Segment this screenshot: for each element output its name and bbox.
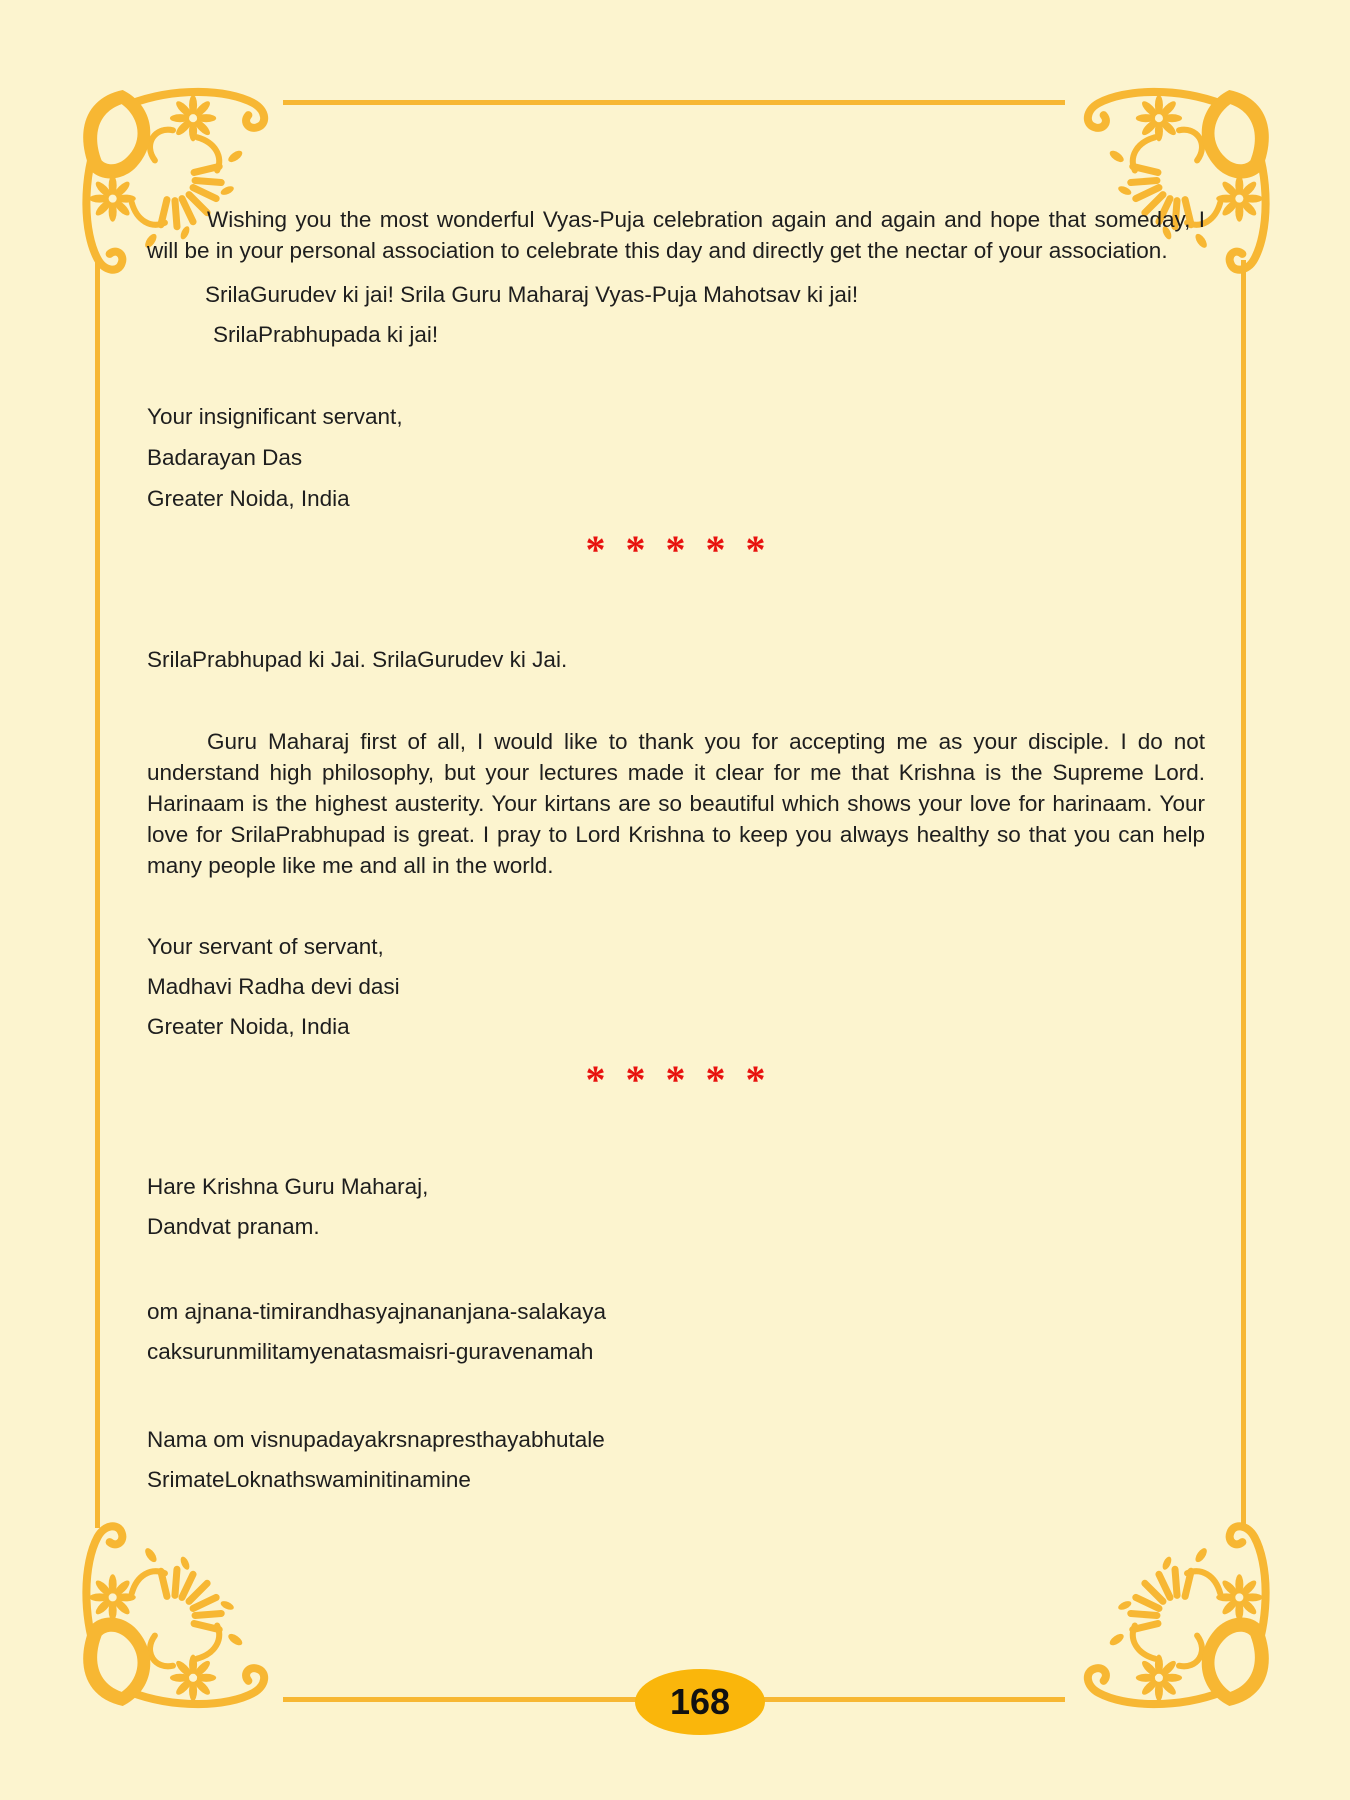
floral-corner-ornament-icon — [74, 1520, 286, 1716]
letter3-mantra1-line-1: om ajnana-timirandhasyajnananjana-salakaya — [147, 1299, 607, 1324]
letter2-salutation: SrilaPrabhupad ki Jai. SrilaGurudev ki Jai. — [147, 647, 568, 672]
letter3-mantra2-line-2: SrimateLoknathswaminitinamine — [147, 1467, 471, 1492]
floral-corner-ornament-icon — [1066, 1520, 1278, 1716]
letter2-signature: Madhavi Radha devi dasi — [147, 974, 400, 999]
letter1-jai-line-2: SrilaPrabhupada ki jai! — [213, 322, 439, 347]
asterisk-separator: * * * * * — [585, 1057, 767, 1102]
frame-line-top — [283, 100, 1065, 105]
letter2-location: Greater Noida, India — [147, 1014, 350, 1039]
page-number: 168 — [669, 1681, 731, 1722]
letter3-mantra1-line-2: caksurunmilitamyenatasmaisri-guravenamah — [147, 1339, 594, 1364]
frame-line-right — [1241, 260, 1246, 1528]
letter1-location: Greater Noida, India — [147, 486, 350, 511]
letter1-closing-paragraph: Wishing you the most wonderful Vyas-Puja celebration again and again and hope that someday, I will be in your personal association to celebrate this day and directly get the nectar of your association. — [147, 207, 1205, 263]
letter3-salutation-line-2: Dandvat pranam. — [147, 1214, 320, 1239]
page-number-badge — [635, 1669, 765, 1735]
asterisk-separator: * * * * * — [585, 527, 767, 572]
letter1-signoff: Your insignificant servant, — [147, 404, 403, 429]
letter3-salutation-line-1: Hare Krishna Guru Maharaj, — [147, 1174, 429, 1199]
letter1-jai-line-1: SrilaGurudev ki jai! Srila Guru Maharaj Vyas-Puja Mahotsav ki jai! — [205, 282, 859, 307]
letter3-mantra2-line-1: Nama om visnupadayakrsnapresthayabhutale — [147, 1427, 605, 1452]
letter2-body-paragraph: Guru Maharaj first of all, I would like to thank you for accepting me as your disciple. I do not understand high philosophy, but your lectures made it clear for me that Krishna is the Supreme Lord. Harinaam is the highest austerity. Your kirtans are so beautiful which shows your love for harinaam. Your love for SrilaPrabhupad is great. I pray to Lord Krishna to keep you always healthy so that you can help many people like me and all in the world. — [147, 729, 1205, 878]
frame-line-left — [95, 260, 100, 1528]
letter1-signature: Badarayan Das — [147, 445, 303, 470]
letter2-signoff: Your servant of servant, — [147, 934, 384, 959]
